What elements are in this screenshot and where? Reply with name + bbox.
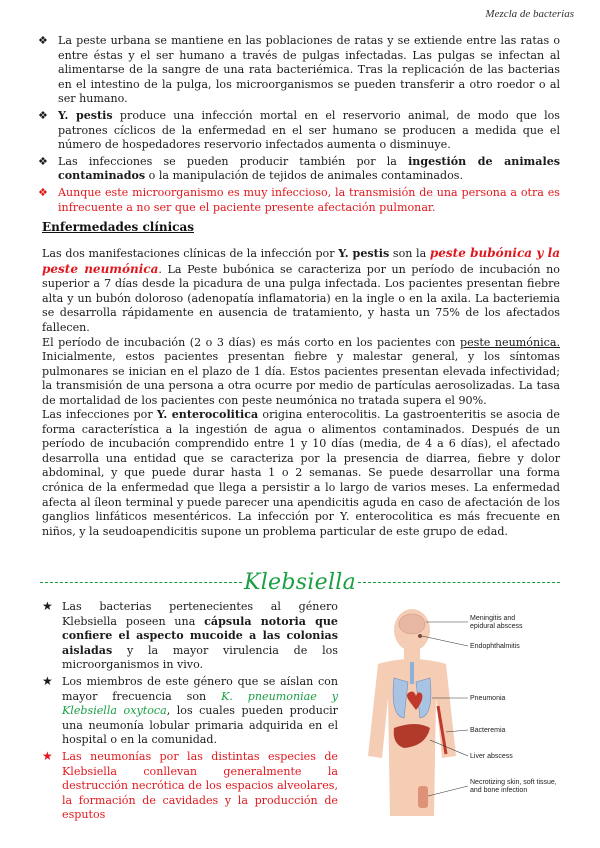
list-item: ❖ La peste urbana se mantiene en las poblaciones de ratas y se extiende entre las ratas o entre éstas y el ser humano a través de pulgas infectadas. Las pulgas se infectan al alimentarse de la sangre de una rata bacteriémica. Tras la replicación de las bacterias en el intestino de la pulga, los microorganismos se pueden transferir a otro roedor o al ser humano. bbox=[38, 34, 560, 106]
figure-label: Pneumonia bbox=[470, 695, 506, 702]
klebsiella-list bbox=[42, 600, 338, 825]
list-item: ❖ Las infecciones se pueden producir también por la ingestión de animales contaminados o la manipulación de tejidos de animales contaminados. bbox=[38, 154, 560, 183]
paragraph-clinical: Las dos manifestaciones clínicas de la infección por Y. pestis son la peste bubónica y la peste neumónica. La Peste bubónica se caracteriza por un período de incubación no superior a 7 días desde la picadura de una pulga infectada. Los pacientes presentan fiebre alta y un bubón doloroso (adenopatía inflamatoria) en la ingle o en la axila. La bacteriemia se desarrolla rápidamente en ausencia de tratamiento, y hasta un 75% de los afectados fallecen. El período de incubación (2 o 3 días) es más corto en los pacientes con peste neumónica. Inicialmente, estos pacientes presentan fiebre y malestar general, y los síntomas pulmonares se inician en el plazo de 1 día. Estos pacientes presentan elevada infectividad; la transmisión de una persona a otra ocurre por medio de partículas aerosolizadas. La tasa de mortalidad de los pacientes con peste neumónica no tratada supera el 90%. bbox=[42, 246, 560, 407]
plague-bullet-list bbox=[38, 34, 560, 217]
infection-sites-figure bbox=[360, 606, 570, 816]
star-bullet-icon: ★ bbox=[42, 599, 53, 613]
page-header: Mezcla de bacterias bbox=[485, 8, 574, 20]
star-bullet-icon: ★ bbox=[42, 748, 53, 763]
trachea-shape bbox=[410, 662, 414, 684]
figure-label: Endophthalmitis bbox=[470, 643, 520, 650]
list-item: ★ Los miembros de este género que se aíslan con mayor frecuencia son K. pneumoniae y Klebsiella oxytoca, los cuales pueden producir una neumonía lobular primaria adquirida en el hospital o en la comunidad. bbox=[42, 673, 338, 747]
divider-title: Klebsiella bbox=[243, 569, 357, 595]
body-silhouette bbox=[368, 609, 456, 816]
bold-term: Y. pestis bbox=[58, 108, 113, 122]
figure-label: Necrotizing skin, soft tissue, bbox=[470, 779, 557, 786]
list-item: ★ Las bacterias pertenecientes al género Klebsiella poseen una cápsula notoria que confiere el aspecto mucoide a las colonias aisladas y la mayor virulencia de los microorganismos in vivo. bbox=[42, 599, 338, 672]
dashed-line bbox=[40, 582, 242, 583]
soft-tissue-shape bbox=[418, 786, 428, 808]
figure-label: Bacteremia bbox=[470, 727, 506, 734]
bold-term: ingestión de animales contaminados bbox=[58, 154, 560, 183]
list-item: ❖ Aunque este microorganismo es muy infeccioso, la transmisión de una persona a otra es infrecuente a no ser que el paciente presente afectación pulmonar. bbox=[38, 185, 560, 214]
figure-label: epidural abscess bbox=[470, 623, 523, 630]
diamond-bullet-icon: ❖ bbox=[38, 108, 48, 122]
paragraph-enterocolitica: Las infecciones por Y. enterocolitica origina enterocolitis. La gastroenteritis se asocia de forma característica a la ingestión de agua o alimentos contaminados. Después de un período de incubación comprendido entre 1 y 10 días (media, de 4 a 6 días), el afectado desarrolla una entidad que se caracteriza por la presencia de diarrea, fiebre y dolor abdominal, y que puede durar hasta 1 o 2 semanas. Se puede desarrollar una forma crónica de la enfermedad que llega a persistir a lo largo de varios meses. La enfermedad afecta al íleon terminal y puede parecer una apendicitis aguda en caso de afectación de los ganglios linfáticos mesentéricos. La infección por Y. enterocolitica es más frecuente en niños, y la seudoapendicitis supone un problema particular de este grupo de edad. bbox=[42, 408, 560, 538]
human-body-illustration bbox=[360, 606, 570, 816]
star-bullet-icon: ★ bbox=[42, 673, 53, 688]
brain-shape bbox=[399, 614, 425, 634]
section-divider bbox=[40, 567, 560, 597]
eye-shape bbox=[418, 634, 422, 638]
list-item: ❖ Y. pestis produce una infección mortal en el reservorio animal, de modo que los patrones cíclicos de la enfermedad en el ser humano se producen a medida que el número de hospedadores reservorio infectados aumenta o disminuye. bbox=[38, 108, 560, 152]
figure-label: and bone infection bbox=[470, 787, 528, 794]
diamond-bullet-icon: ❖ bbox=[38, 34, 48, 47]
highlighted-term: peste bubónica y la peste neumónica bbox=[42, 246, 560, 276]
figure-label: Liver abscess bbox=[470, 753, 513, 760]
dashed-line bbox=[358, 582, 560, 583]
section-title: Enfermedades clínicas bbox=[42, 220, 194, 234]
diamond-bullet-icon: ❖ bbox=[38, 154, 48, 168]
diamond-bullet-icon: ❖ bbox=[38, 185, 48, 199]
figure-label: Meningitis and bbox=[470, 615, 516, 622]
list-item: ★ Las neumonías por las distintas especies de Klebsiella conllevan generalmente la destrucción necrótica de los espacios alveolares, la formación de cavidades y la producción de esputos bbox=[42, 748, 338, 822]
